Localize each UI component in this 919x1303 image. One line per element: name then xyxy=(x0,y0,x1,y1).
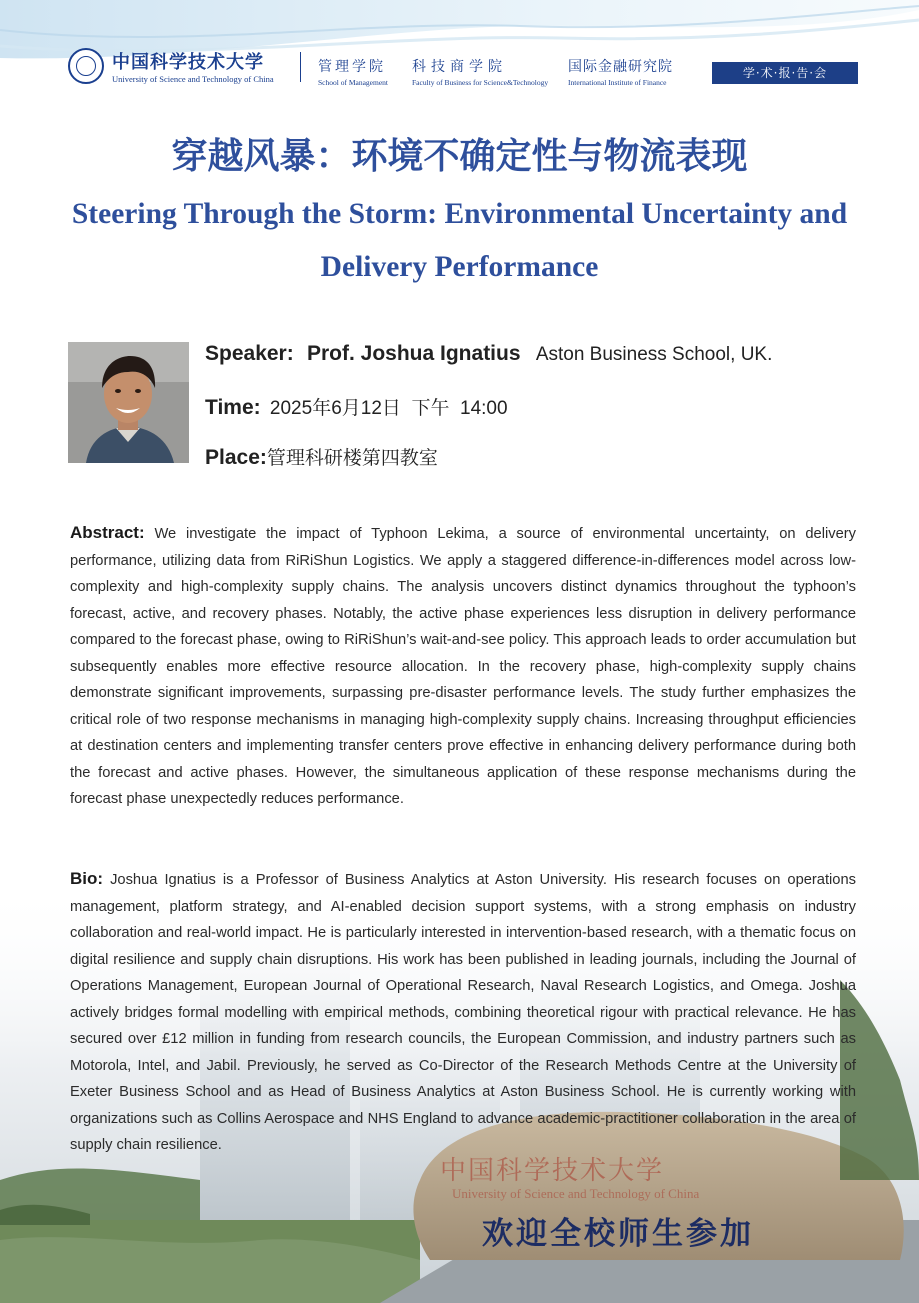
header xyxy=(68,44,858,88)
school-business-science-en: Faculty of Business for Science&Technology xyxy=(412,78,549,87)
header-divider xyxy=(300,52,301,82)
title-en: Steering Through the Storm: Environmental Uncertainty and Delivery Performance xyxy=(71,198,848,283)
bio-paragraph xyxy=(70,866,856,1159)
university-name-en: University of Science and Technology of China xyxy=(112,74,274,84)
stone-inscription-en: University of Science and Technology of China xyxy=(452,1186,700,1201)
speaker-photo xyxy=(68,342,189,463)
speaker-line xyxy=(205,342,772,366)
university-name-cn: 中国科学技术大学 xyxy=(112,52,264,73)
abstract-label: Abstract: xyxy=(70,523,145,542)
place-line xyxy=(205,443,438,470)
speaker-affiliation: Aston Business School, UK. xyxy=(535,344,773,365)
time-label: Time: xyxy=(205,396,261,419)
time-value: 2025年6月12日 下午 14:00 xyxy=(269,398,508,419)
school-management xyxy=(318,56,388,87)
school-finance xyxy=(568,56,673,87)
school-business-science xyxy=(412,56,548,87)
bio-text: Joshua Ignatius is a Professor of Business Analytics at Aston University. His research focuses on operations management, platform strategy, and AI-enabled decision support systems, with a strong emphasis on industry collaboration and real-world impact. He is particularly interested in intervention-based research, with a thematic focus on digital resilience and supply chain disruptions. His work has been published in leading journals, including the Journal of Operations Management, European Journal of Operational Research, Naval Research Logistics, and Omega. Joshua actively bridges formal modelling with empirical methods, combining theoretical rigour with practical relevance. He has secured over £12 million in funding from research councils, the European Commission, and industry partners such as Motorola, Intel, and Jabil. Previously, he served as Co-Director of the Research Methods Centre at the University of Exeter Business School and as Head of Business Analytics at Aston Business School. He is currently working with organizations such as Collins Aerospace and NHS England to advance academic-practitioner collaboration in the area of supply chain resilience. xyxy=(70,872,856,1153)
speaker-label: Speaker: xyxy=(205,342,294,365)
abstract-paragraph xyxy=(70,520,856,813)
university-logo xyxy=(68,48,104,84)
time-line xyxy=(205,393,508,420)
place-label: Place: xyxy=(205,446,267,469)
welcome-text: 欢迎全校师生参加 xyxy=(482,1216,754,1252)
bio-label: Bio: xyxy=(70,869,104,888)
stone-inscription-cn: 中国科学技术大学 xyxy=(440,1156,665,1186)
abstract-text: We investigate the impact of Typhoon Lekima, a source of environmental uncertainty, on delivery performance, utilizing data from RiRiShun Logistics. We apply a staggered difference-in-differences model across low-complexity and high-complexity supply chains. The analysis uncovers distinct dynamics throughout the typhoon’s forecast, active, and recovery phases. Notably, the active phase experiences less disruption in delivery performance compared to the forecast phase, owing to RiRiShun’s wait-and-see policy. This approach leads to order accumulation but subsequently enables more effective resource allocation. In the recovery phase, high-complexity supply chains demonstrate significant improvements, surpassing pre-disaster performance levels. The study further emphasizes the critical role of two response mechanisms in managing high-complexity supply chains. Increasing throughput efficiencies at destination centers and implementing transfer centers prove effective in enhancing delivery performance during both the forecast and active phases. However, the simultaneous application of these response mechanisms during the forecast phase unexpectedly reduces performance. xyxy=(70,526,856,807)
school-business-science-cn: 科技商学院 xyxy=(412,59,507,75)
speaker-name: Prof. Joshua Ignatius xyxy=(307,342,521,365)
place-value: 管理科研楼第四教室 xyxy=(266,448,438,469)
school-management-cn: 管理学院 xyxy=(318,59,386,75)
school-finance-en: International Institute of Finance xyxy=(568,78,667,87)
school-finance-cn: 国际金融研究院 xyxy=(568,59,673,75)
seminar-badge: 学·术·报·告·会 xyxy=(712,62,858,84)
school-management-en: School of Management xyxy=(318,78,388,87)
title-cn: 穿越风暴：环境不确定性与物流表现 xyxy=(171,135,748,177)
